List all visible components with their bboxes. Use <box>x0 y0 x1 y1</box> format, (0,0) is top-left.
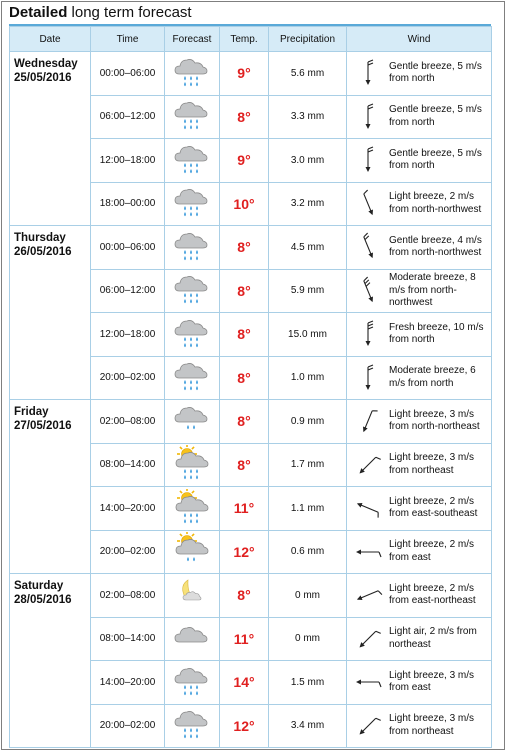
forecast-cell <box>165 226 220 270</box>
forecast-cell <box>165 139 220 183</box>
time-cell: 02:00–08:00 <box>91 574 165 618</box>
forecast-cell <box>165 313 220 357</box>
wind-cell <box>347 356 492 400</box>
table-row <box>10 400 492 444</box>
cloud-rain-icon <box>174 271 210 307</box>
wind-arrow-icon <box>347 102 389 132</box>
wind-description: Gentle breeze, 5 m/s from north <box>389 147 482 172</box>
forecast-cell <box>165 182 220 226</box>
temperature-cell: 8° <box>220 95 269 139</box>
table-row <box>10 574 492 618</box>
temperature-cell: 8° <box>220 226 269 270</box>
wind-description: Light breeze, 2 m/s from east-southeast <box>389 495 478 520</box>
wind-description: Gentle breeze, 4 m/s from north-northwest <box>389 234 482 259</box>
column-header-wind: Wind <box>347 27 492 52</box>
moon-cloud-icon <box>174 576 210 612</box>
time-cell: 14:00–20:00 <box>91 661 165 705</box>
date-value: 26/05/2016 <box>14 246 72 258</box>
time-cell: 06:00–12:00 <box>91 269 165 313</box>
wind-cell <box>347 487 492 531</box>
time-cell: 18:00–00:00 <box>91 182 165 226</box>
temperature-cell: 12° <box>220 530 269 574</box>
wind-arrow-icon <box>347 580 389 610</box>
cloud-rain-icon <box>174 663 210 699</box>
temperature-cell: 8° <box>220 356 269 400</box>
wind-cell <box>347 95 492 139</box>
forecast-cell <box>165 487 220 531</box>
precipitation-cell: 15.0 mm <box>269 313 347 357</box>
wind-arrow-icon <box>347 711 389 741</box>
temperature-cell: 8° <box>220 269 269 313</box>
cloud-icon <box>174 619 210 655</box>
wind-description: Light breeze, 2 m/s from north-northwest <box>389 191 482 215</box>
wind-description: Moderate breeze, 6 m/s from north <box>389 365 476 389</box>
day-name: Saturday <box>14 580 64 592</box>
precipitation-cell: 4.5 mm <box>269 226 347 270</box>
forecast-cell <box>165 704 220 748</box>
forecast-cell <box>165 52 220 96</box>
temperature-cell: 9° <box>220 52 269 96</box>
wind-cell <box>347 443 492 487</box>
temperature-cell: 10° <box>220 182 269 226</box>
precipitation-cell: 3.0 mm <box>269 139 347 183</box>
time-cell: 00:00–06:00 <box>91 52 165 96</box>
date-cell <box>10 226 91 400</box>
wind-cell <box>347 182 492 226</box>
column-header-time: Time <box>91 27 165 52</box>
time-cell: 06:00–12:00 <box>91 95 165 139</box>
sun-cloud-drizzle-icon <box>174 532 210 568</box>
column-header-temp: Temp. <box>220 27 269 52</box>
temperature-cell: 9° <box>220 139 269 183</box>
wind-cell <box>347 226 492 270</box>
cloud-drizzle-icon <box>174 402 210 438</box>
precipitation-cell: 3.2 mm <box>269 182 347 226</box>
precipitation-cell: 3.4 mm <box>269 704 347 748</box>
forecast-cell <box>165 530 220 574</box>
precipitation-cell: 0.6 mm <box>269 530 347 574</box>
precipitation-cell: 5.9 mm <box>269 269 347 313</box>
time-cell: 12:00–18:00 <box>91 313 165 357</box>
time-cell: 02:00–08:00 <box>91 400 165 444</box>
cloud-rain-icon <box>174 315 210 351</box>
forecast-table <box>9 26 492 748</box>
sun-cloud-rain-icon <box>174 445 210 481</box>
wind-description: Moderate breeze, 8 m/s from north-northwest <box>389 272 476 308</box>
cloud-rain-icon <box>174 706 210 742</box>
wind-description: Light breeze, 2 m/s from east-northeast <box>389 582 476 607</box>
wind-arrow-icon <box>347 319 389 349</box>
forecast-cell <box>165 574 220 618</box>
time-cell: 08:00–14:00 <box>91 617 165 661</box>
wind-arrow-icon <box>347 189 389 219</box>
precipitation-cell: 5.6 mm <box>269 52 347 96</box>
wind-cell <box>347 269 492 313</box>
precipitation-cell: 1.5 mm <box>269 661 347 705</box>
cloud-rain-icon <box>174 184 210 220</box>
temperature-cell: 11° <box>220 487 269 531</box>
forecast-cell <box>165 400 220 444</box>
temperature-cell: 8° <box>220 400 269 444</box>
temperature-cell: 11° <box>220 617 269 661</box>
date-cell <box>10 52 91 226</box>
wind-arrow-icon <box>347 363 389 393</box>
wind-arrow-icon <box>347 537 389 567</box>
wind-cell <box>347 139 492 183</box>
column-header-precipitation: Precipitation <box>269 27 347 52</box>
wind-cell <box>347 574 492 618</box>
table-row <box>10 226 492 270</box>
wind-description: Gentle breeze, 5 m/s from north <box>389 104 482 128</box>
wind-arrow-icon <box>347 232 389 262</box>
time-cell: 08:00–14:00 <box>91 443 165 487</box>
temperature-cell: 12° <box>220 704 269 748</box>
wind-description: Fresh breeze, 10 m/s from north <box>389 321 484 346</box>
column-header-date: Date <box>10 27 91 52</box>
wind-cell <box>347 52 492 96</box>
wind-arrow-icon <box>347 58 389 88</box>
table-header-row <box>10 27 492 52</box>
wind-description: Light breeze, 3 m/s from northeast <box>389 713 475 737</box>
sun-cloud-rain-icon <box>174 489 210 525</box>
time-cell: 12:00–18:00 <box>91 139 165 183</box>
date-value: 25/05/2016 <box>14 72 72 84</box>
wind-arrow-icon <box>347 667 389 697</box>
day-name: Friday <box>14 406 49 418</box>
wind-description: Light breeze, 3 m/s from northeast <box>389 452 475 476</box>
temperature-cell: 8° <box>220 313 269 357</box>
day-name: Thursday <box>14 232 66 244</box>
time-cell: 14:00–20:00 <box>91 487 165 531</box>
cloud-rain-icon <box>174 358 210 394</box>
wind-cell <box>347 661 492 705</box>
cloud-rain-icon <box>174 228 210 264</box>
precipitation-cell: 1.0 mm <box>269 356 347 400</box>
forecast-cell <box>165 443 220 487</box>
wind-cell <box>347 400 492 444</box>
forecast-cell <box>165 617 220 661</box>
temperature-cell: 8° <box>220 574 269 618</box>
precipitation-cell: 0.9 mm <box>269 400 347 444</box>
time-cell: 00:00–06:00 <box>91 226 165 270</box>
wind-cell <box>347 313 492 357</box>
forecast-cell <box>165 95 220 139</box>
time-cell: 20:00–02:00 <box>91 356 165 400</box>
time-cell: 20:00–02:00 <box>91 530 165 574</box>
wind-description: Light breeze, 3 m/s from north-northeast <box>389 408 480 433</box>
temperature-cell: 14° <box>220 661 269 705</box>
wind-arrow-icon <box>347 493 389 523</box>
date-value: 28/05/2016 <box>14 594 72 606</box>
wind-arrow-icon <box>347 450 389 480</box>
date-cell <box>10 574 91 748</box>
day-name: Wednesday <box>14 58 78 70</box>
wind-cell <box>347 704 492 748</box>
wind-arrow-icon <box>347 145 389 175</box>
wind-cell <box>347 530 492 574</box>
wind-description: Light breeze, 3 m/s from east <box>389 669 475 694</box>
date-value: 27/05/2016 <box>14 420 72 432</box>
precipitation-cell: 3.3 mm <box>269 95 347 139</box>
wind-description: Light air, 2 m/s from northeast <box>389 626 477 650</box>
column-header-forecast: Forecast <box>165 27 220 52</box>
precipitation-cell: 1.7 mm <box>269 443 347 487</box>
page-title: Detailed long term forecast <box>9 4 192 21</box>
forecast-panel <box>1 1 505 750</box>
wind-description: Gentle breeze, 5 m/s from north <box>389 60 482 85</box>
cloud-rain-icon <box>174 97 210 133</box>
precipitation-cell: 0 mm <box>269 617 347 661</box>
precipitation-cell: 0 mm <box>269 574 347 618</box>
date-cell <box>10 400 91 574</box>
time-cell: 20:00–02:00 <box>91 704 165 748</box>
wind-description: Light breeze, 2 m/s from east <box>389 539 475 563</box>
wind-arrow-icon <box>347 276 389 306</box>
forecast-cell <box>165 356 220 400</box>
table-row <box>10 52 492 96</box>
cloud-rain-icon <box>174 54 210 90</box>
forecast-cell <box>165 269 220 313</box>
wind-arrow-icon <box>347 406 389 436</box>
temperature-cell: 8° <box>220 443 269 487</box>
wind-arrow-icon <box>347 624 389 654</box>
cloud-rain-icon <box>174 141 210 177</box>
wind-cell <box>347 617 492 661</box>
forecast-cell <box>165 661 220 705</box>
precipitation-cell: 1.1 mm <box>269 487 347 531</box>
